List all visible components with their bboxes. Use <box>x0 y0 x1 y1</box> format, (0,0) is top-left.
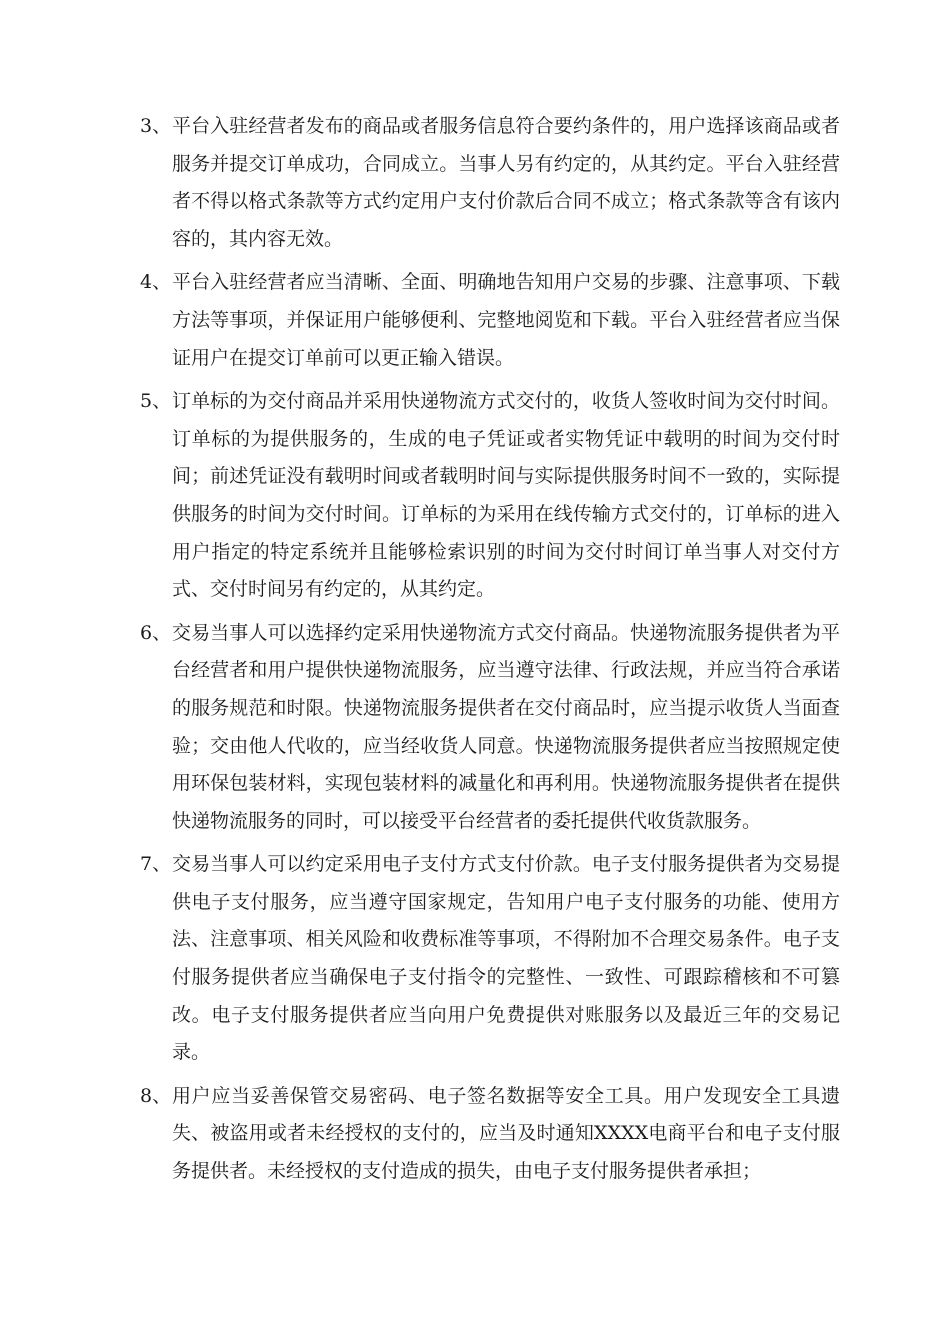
clause-number: 3、 <box>140 115 172 137</box>
clause-text: 订单标的为交付商品并采用快递物流方式交付的，收货人签收时间为交付时间。订单标的为提供服务的，生成的电子凭证或者实物凭证中载明的时间为交付时间；前述凭证没有载明时间或者载明时间与实际提供服务时间不一致的，实际提供服务的时间为交付时间。订单标的为采用在线传输方式交付的，订单标的进入用户指定的特定系统并且能够检索识别的时间为交付时间订单当事人对交付方式、交付时间另有约定的，从其约定。 <box>172 390 840 601</box>
clause-number: 7、 <box>140 853 172 876</box>
clause-number: 4、 <box>140 271 172 294</box>
clause-number: 8、 <box>140 1084 172 1107</box>
clause-text: 平台入驻经营者发布的商品或者服务信息符合要约条件的，用户选择该商品或者服务并提交订单成功，合同成立。当事人另有约定的，从其约定。平台入驻经营者不得以格式条款等方式约定用户支付价款后合同不成立；格式条款等含有该内容的，其内容无效。 <box>172 115 840 250</box>
clause-3 <box>140 108 840 258</box>
clause-text: 交易当事人可以约定采用电子支付方式支付价款。电子支付服务提供者为交易提供电子支付服务，应当遵守国家规定，告知用户电子支付服务的功能、使用方法、注意事项、相关风险和收费标准等事项，不得附加不合理交易条件。电子支付服务提供者应当确保电子支付指令的完整性、一致性、可跟踪稽核和不可篡改。电子支付服务提供者应当向用户免费提供对账服务以及最近三年的交易记录。 <box>172 853 840 1064</box>
clause-text: 平台入驻经营者应当清晰、全面、明确地告知用户交易的步骤、注意事项、下载方法等事项，并保证用户能够便利、完整地阅览和下载。平台入驻经营者应当保证用户在提交订单前可以更正输入错误。 <box>172 271 840 369</box>
clause-text: 用户应当妥善保管交易密码、电子签名数据等安全工具。用户发现安全工具遗失、被盗用或者未经授权的支付的，应当及时通知XXXX电商平台和电子支付服务提供者。未经授权的支付造成的损失，由电子支付服务提供者承担； <box>172 1084 840 1183</box>
clause-number: 6、 <box>140 621 172 644</box>
clause-5 <box>140 383 840 609</box>
clause-6 <box>140 615 840 841</box>
document-body <box>140 108 840 1197</box>
clause-text: 交易当事人可以选择约定采用快递物流方式交付商品。快递物流服务提供者为平台经营者和用户提供快递物流服务，应当遵守法律、行政法规，并应当符合承诺的服务规范和时限。快递物流服务提供者在交付商品时，应当提示收货人当面查验；交由他人代收的，应当经收货人同意。快递物流服务提供者应当按照规定使用环保包装材料，实现包装材料的减量化和再利用。快递物流服务提供者在提供快递物流服务的同时，可以接受平台经营者的委托提供代收货款服务。 <box>172 621 840 832</box>
clause-8 <box>140 1078 840 1191</box>
clause-number: 5、 <box>140 390 172 413</box>
clause-7 <box>140 846 840 1072</box>
clause-4 <box>140 264 840 377</box>
